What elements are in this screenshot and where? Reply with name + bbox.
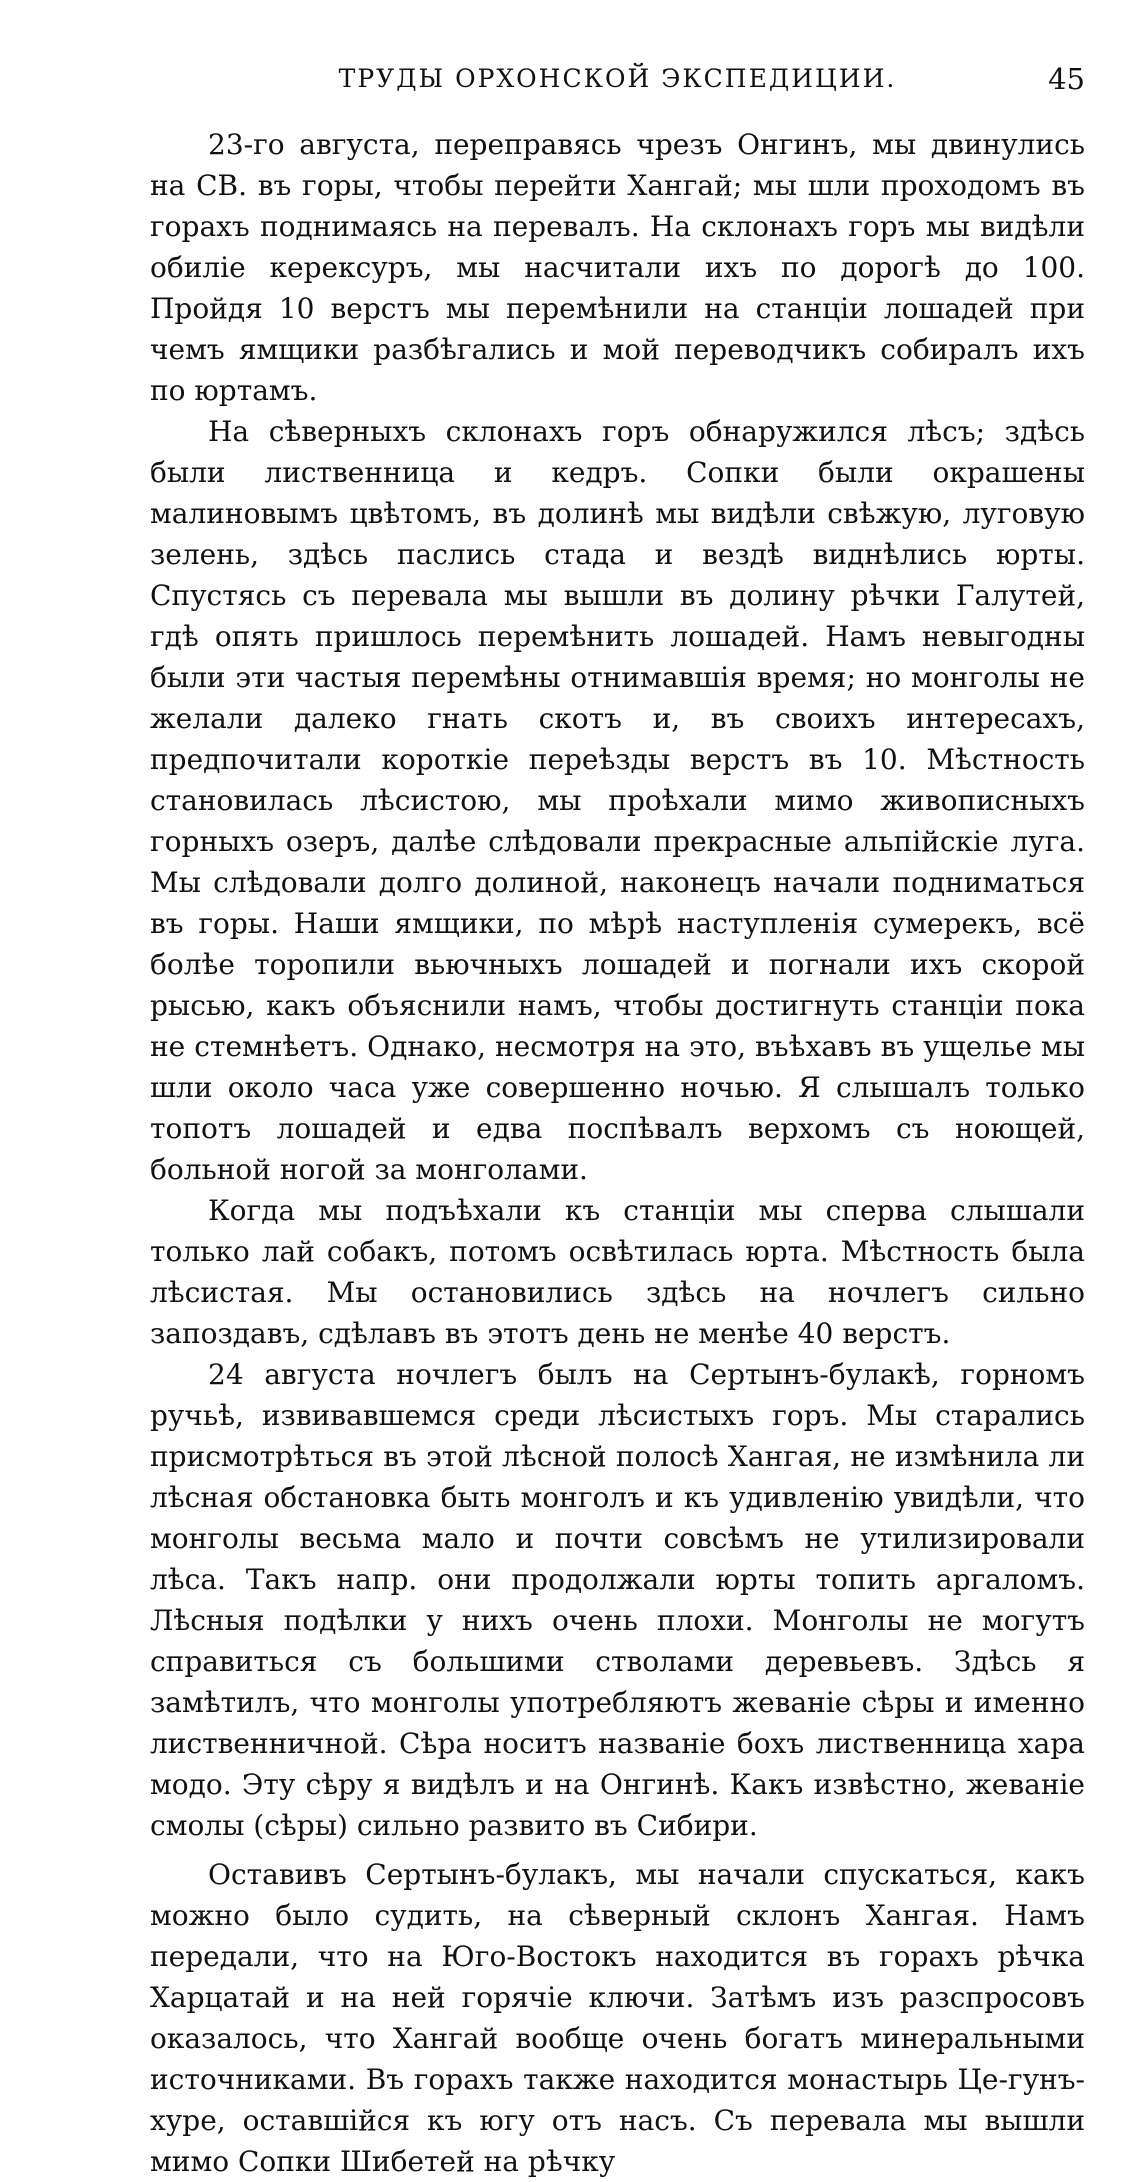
page-header bbox=[150, 64, 1085, 104]
paragraph-2: На сѣверныхъ склонахъ горъ обнаружился лѣсъ; здѣсь были лиственница и кедръ. Сопки были окрашены малиновымъ цвѣтомъ, въ долинѣ мы видѣли свѣжую, луговую зелень, здѣсь паслись стада и вездѣ виднѣлись юрты. Спустясь съ перевала мы вышли въ долину рѣчки Галутей, гдѣ опять пришлось перемѣнить лошадей. Намъ невыгодны были эти частыя перемѣны отнимавшія время; но монголы не желали далеко гнать скотъ и, въ своихъ интересахъ, предпочитали короткіе переѣзды верстъ въ 10. Мѣстность становилась лѣсистою, мы проѣхали мимо живописныхъ горныхъ озеръ, далѣе слѣдовали прекрасные альпійскіе луга. Мы слѣдовали долго долиной, наконецъ начали подниматься въ горы. Наши ямщики, по мѣрѣ наступленія сумерекъ, всё болѣе торопили вьючныхъ лошадей и погнали ихъ скорой рысью, какъ объяснили намъ, чтобы достигнуть станціи пока не стемнѣетъ. Однако, несмотря на это, въѣхавъ въ ущелье мы шли около часа уже совершенно ночью. Я слышалъ только топотъ лошадей и едва поспѣвалъ верхомъ съ ноющей, больной ногой за монголами. bbox=[150, 415, 1085, 1186]
page-number: 45 bbox=[1048, 62, 1085, 96]
paragraph-5: Оставивъ Сертынъ-булакъ, мы начали спускаться, какъ можно было судить, на сѣверный склонъ Хангая. Намъ передали, что на Юго-Востокъ находится въ горахъ рѣчка Харцатай и на ней горячіе ключи. Затѣмъ изъ разспросовъ оказалось, что Хангай вообще очень богатъ минеральными источниками. Въ горахъ также находится монастырь Це-гунъ-хуре, оставшійся къ югу отъ насъ. Съ перевала мы вышли мимо Сопки Шибетей на рѣчку bbox=[150, 1858, 1085, 2178]
paragraph-4: 24 августа ночлегъ былъ на Сертынъ-булакѣ, горномъ ручьѣ, извивавшемся среди лѣсистыхъ горъ. Мы старались присмотрѣться въ этой лѣсной полосѣ Хангая, не измѣнила ли лѣсная обстановка быть монголъ и къ удивленію увидѣли, что монголы весьма мало и почти совсѣмъ не утилизировали лѣса. Такъ напр. они продолжали юрты топить аргаломъ. Лѣсныя подѣлки у нихъ очень плохи. Монголы не могутъ справиться съ большими стволами деревьевъ. Здѣсь я замѣтилъ, что монголы употребляютъ жеваніе сѣры и именно лиственничной. Сѣра носитъ названіе бохъ лиственница хара модо. Эту сѣру я видѣлъ и на Онгинѣ. Какъ извѣстно, жеваніе смолы (сѣры) сильно развито въ Сибири. bbox=[150, 1358, 1085, 1842]
paragraph-1: 23-го августа, переправясь чрезъ Онгинъ, мы двинулись на СВ. въ горы, чтобы перейти Хангай; мы шли проходомъ въ горахъ поднимаясь на перевалъ. На склонахъ горъ мы видѣли обиліе керексуръ, мы насчитали ихъ по дорогѣ до 100. Пройдя 10 верстъ мы перемѣнили на станціи лошадей при чемъ ямщики разбѣгались и мой переводчикъ собиралъ ихъ по юртамъ. bbox=[150, 128, 1085, 407]
running-title: ТРУДЫ ОРХОНСКОЙ ЭКСПЕДИЦИИ. bbox=[338, 64, 897, 93]
body-text bbox=[150, 124, 1085, 2182]
paragraph-3: Когда мы подъѣхали къ станціи мы сперва слышали только лай собакъ, потомъ освѣтилась юрта. Мѣстность была лѣсистая. Мы остановились здѣсь на ночлегъ сильно запоздавъ, сдѣлавъ въ этотъ день не менѣе 40 верстъ. bbox=[150, 1194, 1085, 1350]
